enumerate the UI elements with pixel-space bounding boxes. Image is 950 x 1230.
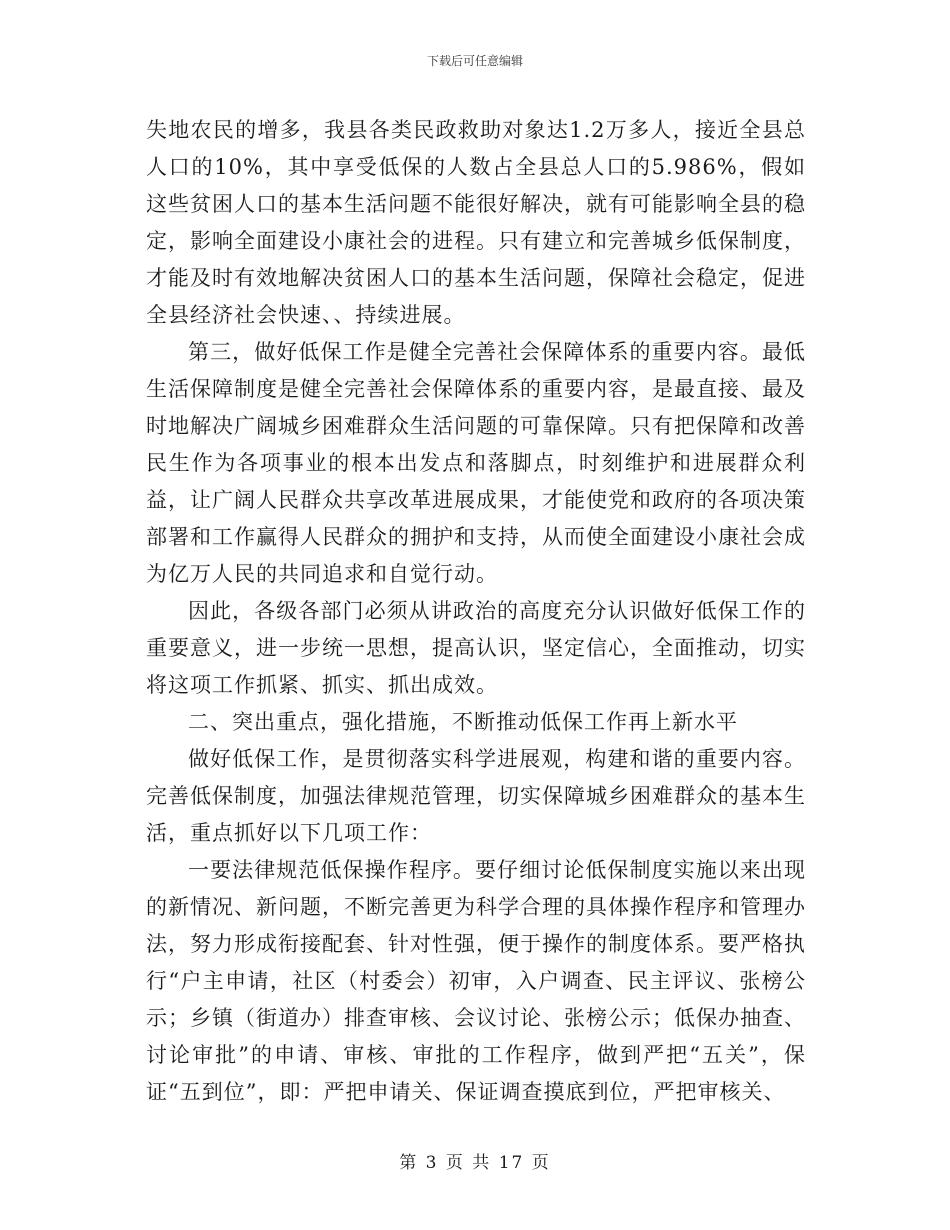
paragraph-first-measure: 一要法律规范低保操作程序。要仔细讨论低保制度实施以来出现的新情况、新问题，不断完善更为科学合理的具体操作程序和管理办法，努力形成衔接配套、针对性强，便于操作的制度体系。要严格执行“户主申请，社区（村委会）初审，入户调查、民主评议、张榜公示；乡镇（街道办）排查审核、会议讨论、张榜公示；低保办抽查、讨论审批”的申请、审核、审批的工作程序，做到严把“五关”，保证“五到位”，即：严把申请关、保证调查摸底到位，严把审核关、	[146, 858, 806, 1104]
paragraph-continuation: 失地农民的增多，我县各类民政救助对象达1.2万多人，接近全县总人口的10%，其中享受低保的人数占全县总人口的5.986%，假如这些贫困人口的基本生活问题不能很好解决，就有可能影响全县的稳定，影响全面建设小康社会的进程。只有建立和完善城乡低保制度，才能及时有效地解决贫困人口的基本生活问题，保障社会稳定，促进全县经济社会快速、、持续进展。	[146, 118, 806, 327]
page-header: 下载后可任意编辑	[426, 54, 523, 68]
paragraph-conclusion: 因此，各级各部门必须从讲政治的高度充分认识做好低保工作的重要意义，进一步统一思想，提高认识，坚定信心，全面推动，切实将这项工作抓紧、抓实、抓出成效。	[146, 599, 806, 697]
paragraph-section-intro: 做好低保工作，是贯彻落实科学进展观，构建和谐的重要内容。完善低保制度，加强法律规范管理，切实保障城乡困难群众的基本生活，重点抓好以下几项工作：	[146, 747, 806, 845]
page-footer: 第 3 页 共 17 页	[399, 1153, 551, 1173]
paragraph-third-point: 第三，做好低保工作是健全完善社会保障体系的重要内容。最低生活保障制度是健全完善社会保障体系的重要内容，是最直接、最及时地解决广阔城乡困难群众生活问题的可靠保障。只有把保障和改善民生作为各项事业的根本出发点和落脚点，时刻维护和进展群众利益，让广阔人民群众共享改革进展成果，才能使党和政府的各项决策部署和工作赢得人民群众的拥护和支持，从而使全面建设小康社会成为亿万人民的共同追求和自觉行动。	[146, 340, 806, 586]
document-body	[146, 112, 806, 1111]
section-heading: 二、突出重点，强化措施，不断推动低保工作再上新水平	[188, 710, 738, 734]
